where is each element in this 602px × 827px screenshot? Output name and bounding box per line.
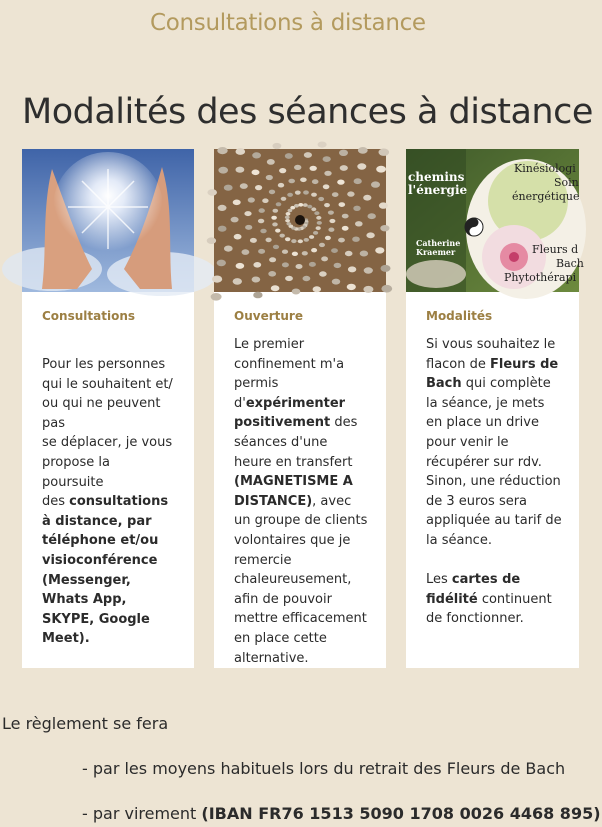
stone <box>252 170 260 176</box>
stone <box>324 171 331 176</box>
flyer-text: Catherine <box>416 238 461 248</box>
stone <box>355 221 363 226</box>
text: , avec un groupe de clients volontaires que je remercie chaleureusement, afin de pouvoir mettre efficacement en place cette alternative. <box>234 493 368 666</box>
stone <box>288 179 295 184</box>
stone <box>273 245 279 249</box>
stone <box>291 239 296 243</box>
stone <box>381 285 392 293</box>
flyer-text: Phytothérapi <box>504 271 577 284</box>
stone <box>347 284 356 290</box>
stone <box>259 208 265 213</box>
stone <box>285 237 290 241</box>
stone <box>272 222 278 226</box>
text-line: qui le souhaitent et/ <box>42 376 173 392</box>
stone <box>328 228 334 232</box>
stone <box>253 262 261 268</box>
iban-text: (IBAN FR76 1513 5090 1708 0026 4468 895) <box>201 804 601 823</box>
stone <box>269 190 275 195</box>
stone-spiral-icon <box>214 149 386 292</box>
stone <box>285 276 293 281</box>
flyer-text: l'énergie <box>408 183 468 197</box>
stone <box>231 217 239 223</box>
stone <box>318 142 327 148</box>
stone <box>262 198 268 203</box>
stone <box>304 238 309 242</box>
stone <box>233 200 241 206</box>
stone <box>313 231 318 235</box>
stone <box>360 251 368 257</box>
stone <box>267 159 275 165</box>
stone <box>242 249 250 255</box>
text: continuent de fonctionner. <box>426 591 552 627</box>
stone <box>212 276 222 283</box>
stone <box>311 207 316 211</box>
flyer-collage-icon <box>406 149 584 292</box>
stone <box>368 213 376 219</box>
stone <box>364 267 373 273</box>
stone <box>332 279 340 285</box>
stone <box>292 252 298 256</box>
stone <box>295 191 301 195</box>
card-heading: Consultations <box>42 309 136 323</box>
stone <box>298 239 303 243</box>
stone <box>266 175 273 180</box>
stone <box>342 226 349 231</box>
stone <box>224 246 233 252</box>
stone <box>218 167 228 174</box>
stone <box>371 181 380 187</box>
card-ouverture <box>214 149 386 668</box>
bold-text: (MAGNETISME A DISTANCE) <box>234 474 353 509</box>
stone <box>258 219 264 224</box>
stone <box>217 260 226 267</box>
text-line: Pour les personnes <box>42 357 166 372</box>
card-heading: Modalités <box>426 309 493 323</box>
stone <box>325 236 331 240</box>
stone <box>298 203 303 207</box>
stone <box>266 238 272 243</box>
stone <box>334 263 342 268</box>
stone <box>275 229 280 233</box>
stone <box>332 192 339 197</box>
stone <box>311 193 317 197</box>
stone <box>218 205 227 211</box>
flyer-text: Soin <box>554 176 579 189</box>
stone <box>353 206 360 211</box>
stone <box>255 185 262 190</box>
stone <box>340 165 348 171</box>
stone <box>279 168 286 173</box>
text: Le premier confinement m'a permis d' <box>234 337 345 411</box>
stone <box>319 271 327 276</box>
stone <box>314 211 319 215</box>
stone <box>211 293 222 301</box>
stone <box>248 197 255 202</box>
stone <box>236 263 245 269</box>
stone <box>311 248 317 252</box>
flyer-text: Bach <box>556 257 584 270</box>
card-body <box>426 335 562 629</box>
flyer-text: Kraemer <box>416 247 456 257</box>
stone <box>207 189 217 196</box>
stone <box>309 235 314 239</box>
stone <box>269 257 276 262</box>
stone <box>331 248 338 253</box>
card-modalites <box>406 149 584 668</box>
stone <box>258 249 265 254</box>
payment-intro: Le règlement se fera <box>2 714 169 733</box>
stone <box>379 202 388 208</box>
text-line: ou qui ne peuvent pas <box>42 396 161 431</box>
stone <box>316 226 321 230</box>
stone <box>379 149 390 156</box>
stone <box>342 214 349 219</box>
flyer-text: énergétique <box>512 190 580 203</box>
stone <box>294 204 299 208</box>
text: des séances d'une heure en transfert <box>234 415 358 470</box>
stone <box>358 147 368 154</box>
stone <box>234 234 242 240</box>
stone <box>345 251 353 256</box>
stone <box>376 166 386 173</box>
text: Les <box>426 572 452 588</box>
stone <box>294 165 301 170</box>
stone <box>363 195 371 201</box>
stone <box>329 219 335 223</box>
stone <box>252 152 261 158</box>
stone <box>250 238 257 243</box>
stone <box>273 209 279 213</box>
stone <box>363 286 373 293</box>
stone <box>217 147 227 154</box>
stone <box>253 292 262 299</box>
flyer-text: chemins <box>408 170 465 184</box>
stone <box>268 271 276 277</box>
stone <box>244 211 251 216</box>
page-title: Modalités des séances à distance <box>22 92 593 132</box>
stone <box>354 178 362 184</box>
stone <box>339 202 346 207</box>
stone <box>319 243 325 247</box>
stone <box>280 234 285 238</box>
stone <box>317 221 322 225</box>
stone <box>207 237 216 244</box>
bold-text: cartes de fidélité <box>426 572 521 607</box>
bold-text: Fleurs de Bach <box>426 356 559 392</box>
stone <box>337 180 344 185</box>
stone <box>271 285 280 291</box>
stone <box>236 167 245 173</box>
text-line: propose la poursuite <box>42 454 110 490</box>
stone <box>324 203 330 207</box>
stone <box>302 251 308 255</box>
stone <box>282 262 289 267</box>
card-body <box>234 335 368 668</box>
stone <box>339 150 348 156</box>
stone <box>276 202 282 206</box>
stone <box>236 148 246 155</box>
text: qui complète la séance, je mets en place un drive pour venir le récupérer sur rdv. Sinon, une réduction de 3 euros sera appliquée au tarif de la séance. <box>426 376 562 548</box>
stone <box>303 203 308 207</box>
flyer-text: Fleurs d <box>532 243 579 256</box>
stone <box>282 250 288 254</box>
stone <box>316 216 321 220</box>
stone <box>273 143 282 149</box>
stone <box>313 286 321 292</box>
stone <box>245 225 252 230</box>
text-line: des <box>42 494 70 510</box>
payment-option-2 <box>82 804 601 823</box>
stone <box>278 183 284 188</box>
hands-light-icon <box>22 149 194 292</box>
stone <box>292 289 301 295</box>
stone <box>296 264 303 269</box>
stone <box>307 205 312 209</box>
stone <box>338 238 345 243</box>
stone <box>380 225 389 231</box>
stone <box>352 237 360 242</box>
payment-option-1: - par les moyens habituels lors du retrait des Fleurs de Bach <box>82 759 566 778</box>
stone <box>271 216 277 220</box>
stone <box>224 185 233 191</box>
text: - par virement <box>82 804 202 823</box>
stone <box>240 183 248 189</box>
stone <box>285 216 290 220</box>
stone <box>357 163 366 169</box>
stone <box>287 193 293 197</box>
stone <box>260 229 266 234</box>
stone <box>323 156 331 162</box>
stone <box>318 197 324 201</box>
stone <box>375 247 384 253</box>
stone <box>304 152 312 158</box>
bold-text: consultations à distance, par téléphone et/ou visioconférence (Messenger, Whats App, SKYPE, Google Meet). <box>42 494 169 647</box>
card-heading: Ouverture <box>234 309 303 323</box>
stone <box>310 166 317 171</box>
stone <box>381 265 391 272</box>
stone <box>366 232 374 238</box>
section-title: Consultations à distance <box>150 10 426 36</box>
stone <box>286 222 291 225</box>
stone <box>285 153 293 159</box>
stone <box>303 190 309 194</box>
text-line: se déplacer, je vous <box>42 435 173 451</box>
stone <box>281 197 287 201</box>
stone <box>347 191 354 196</box>
stone <box>285 219 290 222</box>
stone <box>348 266 356 272</box>
card-body <box>42 355 174 649</box>
stone <box>233 278 242 285</box>
stone <box>321 256 328 261</box>
stone <box>252 277 261 283</box>
card-consultations <box>22 149 194 668</box>
stone <box>323 184 330 189</box>
flyer-text: Kinésiologi <box>514 162 576 175</box>
stone <box>300 178 307 183</box>
stone <box>286 212 291 216</box>
stone <box>312 179 319 184</box>
text: Si vous souhaitez le flacon de <box>426 337 556 372</box>
stone <box>303 276 311 281</box>
bold-text: expérimenter positivement <box>234 395 346 431</box>
stone <box>328 211 334 215</box>
stone <box>309 262 316 267</box>
stone <box>218 226 227 232</box>
